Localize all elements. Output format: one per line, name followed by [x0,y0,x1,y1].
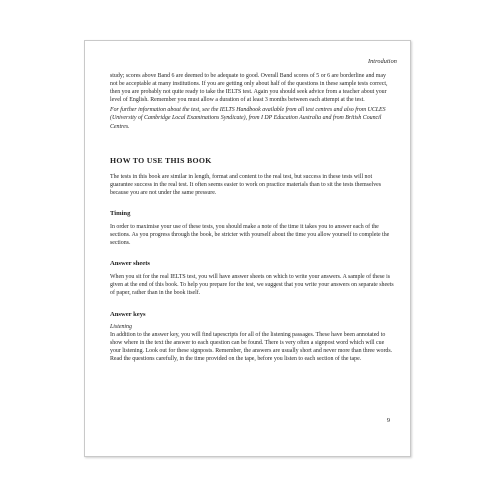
section-intro-paragraph: The tests in this book are similar in length, format and content to the real test, but success in these tests will not guarantee success in the real test. It often seems easier to work on practice materials than to sit the tests themselves because you are not under the same pressure. [110,173,382,196]
page-number: 9 [386,417,390,424]
timing-paragraph: In order to maximise your use of these tests, you should make a note of the time it takes you to answer each of the sections. As you progress through the book, be stricter with yourself about the time you allow yourself to complete the sections. [110,223,390,247]
answer-sheets-heading: Answer sheets [110,260,150,268]
section-heading: HOW TO USE THIS BOOK [110,155,212,165]
answer-keys-heading: Answer keys [110,310,146,318]
running-head: Introdution [367,58,397,65]
page-body [110,72,394,363]
further-info-paragraph: For further information about the test, see the IELTS Handbook available from all test centres and also from UCLES (University of Cambridge Local Examinations Syndicate), from I DP Education Australia and from British Council Centres. [110,107,386,130]
intro-paragraph: study; scores above Band 6 are deemed to be adequate to good. Overall Band scores of 5 or 6 are borderline and may not be acceptable at many institutions. If you are getting only about half of the questions in these sample tests correct, then you are probably not quite ready to take the IELTS test. Again you should seek advice from a teacher about your level of English. Remember you must allow a duration of at least 3 months between each attempt at the test. [110,73,388,104]
answer-sheets-paragraph: When you sit for the real IELTS test, you will have answer sheets on which to write your answers. A sample of these is given at the end of this book. To help you prepare for the test, we suggest that you write your answers on separate sheets of paper, rather than in the book itself. [110,274,394,297]
listening-subheading: Listening [110,323,132,330]
timing-heading: Timing [110,209,131,217]
answer-keys-paragraph: In addition to the answer key, you will find tapescripts for all of the listening passages. These have been annotated to show where in the text the answer to each question can be found. There is very often a signpost word which will cue your listening. Look out for these signposts. Remember, the answers are usually short and never more than three words. Read the questions carefully, in the time provided on the tape, before you listen to each section of the tape. [110,331,393,362]
book-page [84,40,411,457]
